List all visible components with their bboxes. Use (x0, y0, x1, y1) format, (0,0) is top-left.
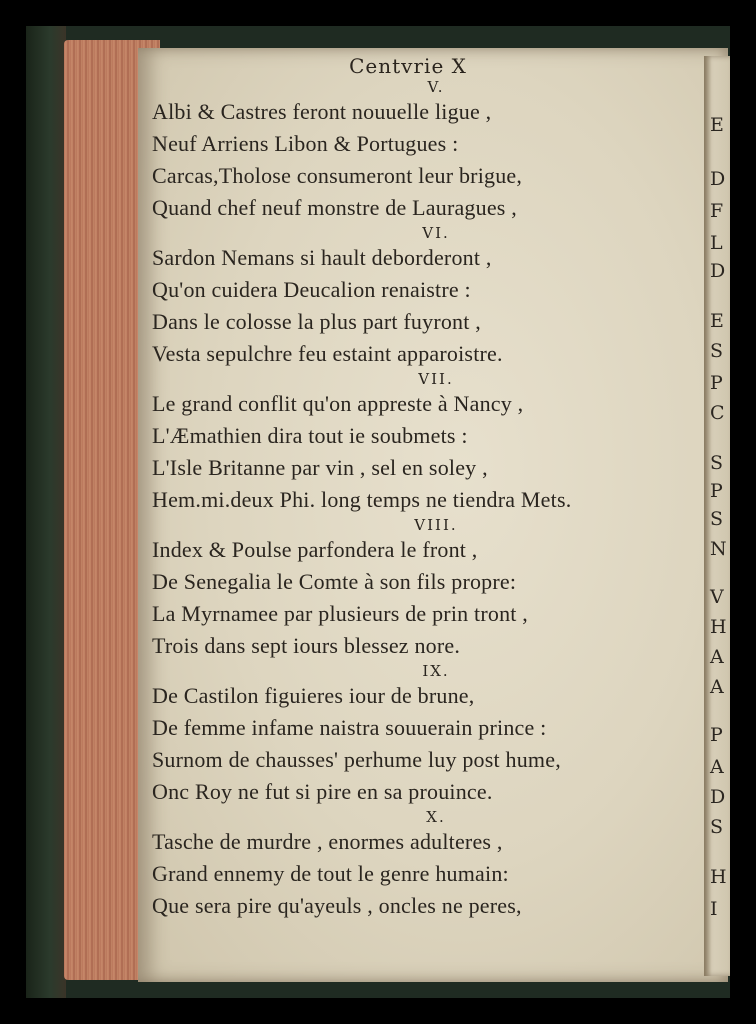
verse-line: Vesta sepulchre feu estaint apparoistre. (152, 341, 503, 366)
facing-page-letter: V (710, 586, 724, 608)
verse-line: Onc Roy ne fut si pire en sa prouince. (152, 779, 493, 804)
facing-page-letter: D (710, 168, 726, 190)
verse-line: Que sera pire qu'ayeuls , oncles ne peres, (152, 893, 522, 918)
verse-line: Dans le colosse la plus part fuyront , (152, 309, 481, 334)
facing-page-letter: E (710, 114, 724, 136)
quatrain (152, 78, 680, 224)
facing-page-letter: S (710, 508, 724, 530)
facing-page-letter: P (710, 480, 723, 502)
facing-page-letter: A (710, 676, 724, 698)
verse-line: Hem.mi.deux Phi. long temps ne tiendra Mets. (152, 487, 572, 512)
facing-page-letter: H (710, 866, 727, 888)
verse-line: Tasche de murdre , enormes adulteres , (152, 829, 503, 854)
facing-page-letter: P (710, 372, 723, 394)
facing-page-letter: S (710, 340, 724, 362)
verse-line: La Myrnamee par plusieurs de prin tront , (152, 601, 528, 626)
verse-line: L'Æmathien dira tout ie soubmets : (152, 423, 468, 448)
quatrain-number: VII. (418, 370, 454, 388)
page-header: Centvrie X (349, 54, 467, 78)
verse-line: De femme infame naistra souuerain prince : (152, 715, 547, 740)
facing-page-letter: C (710, 402, 725, 424)
facing-page-letter: D (710, 260, 726, 282)
quatrain (152, 808, 680, 922)
verse-line: De Senegalia le Comte à son fils propre: (152, 569, 517, 594)
verse-line: De Castilon figuieres iour de brune, (152, 683, 475, 708)
verse-line: Quand chef neuf monstre de Lauragues , (152, 195, 517, 220)
facing-page-letter: D (710, 786, 726, 808)
quatrain (152, 662, 680, 808)
quatrain-number: IX. (422, 662, 450, 680)
verse-line: Sardon Nemans si hault deborderont , (152, 245, 492, 270)
verse-line: Grand ennemy de tout le genre humain: (152, 861, 509, 886)
quatrain-number: X. (426, 808, 446, 826)
facing-page-letter: S (710, 816, 724, 838)
verse-line: Neuf Arriens Libon & Portugues : (152, 131, 459, 156)
facing-page-letter: H (710, 616, 727, 638)
facing-page-fragment (704, 56, 730, 976)
quatrain (152, 516, 680, 662)
verse-line: Carcas,Tholose consumeront leur brigue, (152, 163, 523, 188)
facing-page-letter: N (710, 538, 727, 560)
quatrain (152, 370, 680, 516)
verse-line: Albi & Castres feront nouuelle ligue , (152, 99, 492, 124)
facing-page-letter: L (710, 232, 723, 254)
quatrain-number: VI. (422, 224, 450, 242)
quatrain-number: V. (427, 78, 445, 96)
verse-line: Le grand conflit qu'on appreste à Nancy , (152, 391, 524, 416)
verse-line: Index & Poulse parfondera le front , (152, 537, 478, 562)
facing-page-letter: A (710, 646, 724, 668)
quatrains-block (152, 78, 680, 922)
verse-line: L'Isle Britanne par vin , sel en soley , (152, 455, 488, 480)
book-cover-edge (26, 26, 66, 998)
verse-line: Trois dans sept iours blessez nore. (152, 633, 461, 658)
facing-page-letter: E (710, 310, 724, 332)
facing-page-letter: A (710, 756, 724, 778)
facing-page-letter: I (710, 898, 718, 920)
facing-page-letter: F (710, 200, 724, 222)
facing-page-letter: P (710, 724, 723, 746)
quatrain-number: VIII. (414, 516, 458, 534)
facing-page-letter: S (710, 452, 724, 474)
verse-line: Qu'on cuidera Deucalion renaistre : (152, 277, 471, 302)
quatrain (152, 224, 680, 370)
verse-line: Surnom de chausses' perhume luy post hume, (152, 747, 561, 772)
